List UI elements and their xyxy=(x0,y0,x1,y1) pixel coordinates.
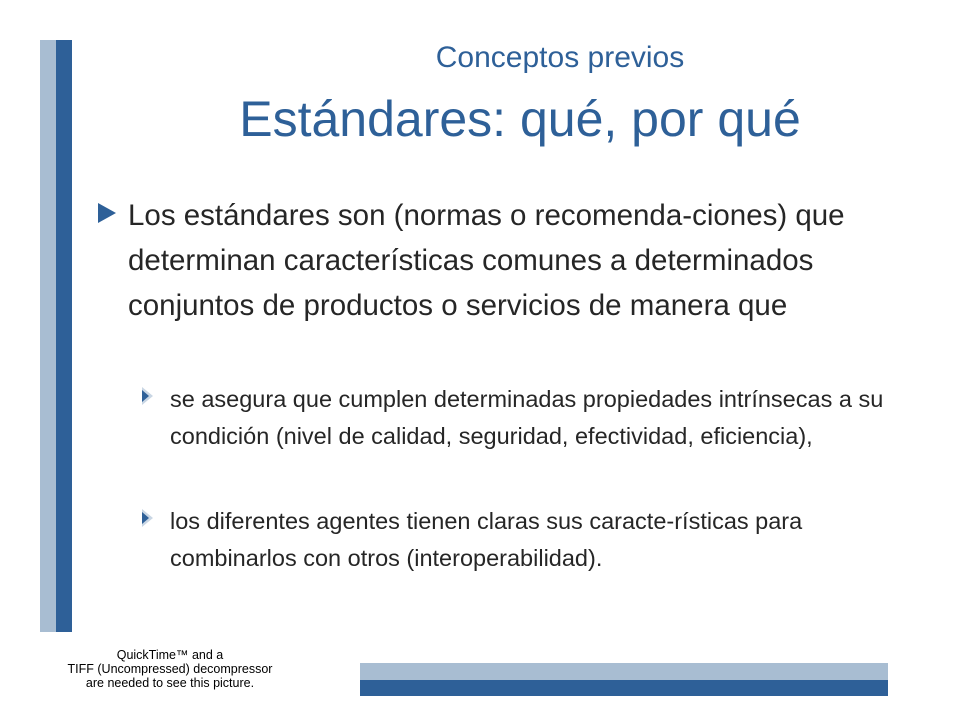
sub-bullet-item xyxy=(142,381,902,455)
notice-line: are needed to see this picture. xyxy=(85,676,255,690)
triangle-bullet-icon xyxy=(142,509,153,527)
triangle-bullet-icon xyxy=(98,203,116,223)
main-bullet-text: Los estándares son (normas o recomenda-ciones) que determinan características comunes a determinados conjuntos de productos o servicios de manera que xyxy=(128,199,845,322)
slide-subtitle: Conceptos previos xyxy=(435,41,685,74)
sub-bullet-item xyxy=(142,503,902,577)
sub-bullet-text: se asegura que cumplen determinadas propiedades intrínsecas a su condición (nivel de calidad, seguridad, efectividad, eficiencia), xyxy=(170,386,884,449)
sub-bullet-text: los diferentes agentes tienen claras sus caracte-rísticas para combinarlos con otros (interoperabilidad). xyxy=(170,508,803,571)
slide-title: Estándares: qué, por qué xyxy=(239,91,801,147)
notice-line: QuickTime™ and a xyxy=(116,648,224,662)
footer-decorative-bar-dark xyxy=(360,680,888,696)
left-decorative-bar-dark xyxy=(56,40,72,632)
notice-line: TIFF (Uncompressed) decompressor xyxy=(67,662,273,676)
triangle-bullet-icon xyxy=(142,387,153,405)
missing-image-notice xyxy=(20,648,320,690)
main-bullet-item xyxy=(98,193,938,328)
footer-decorative-bar-light xyxy=(360,663,888,680)
